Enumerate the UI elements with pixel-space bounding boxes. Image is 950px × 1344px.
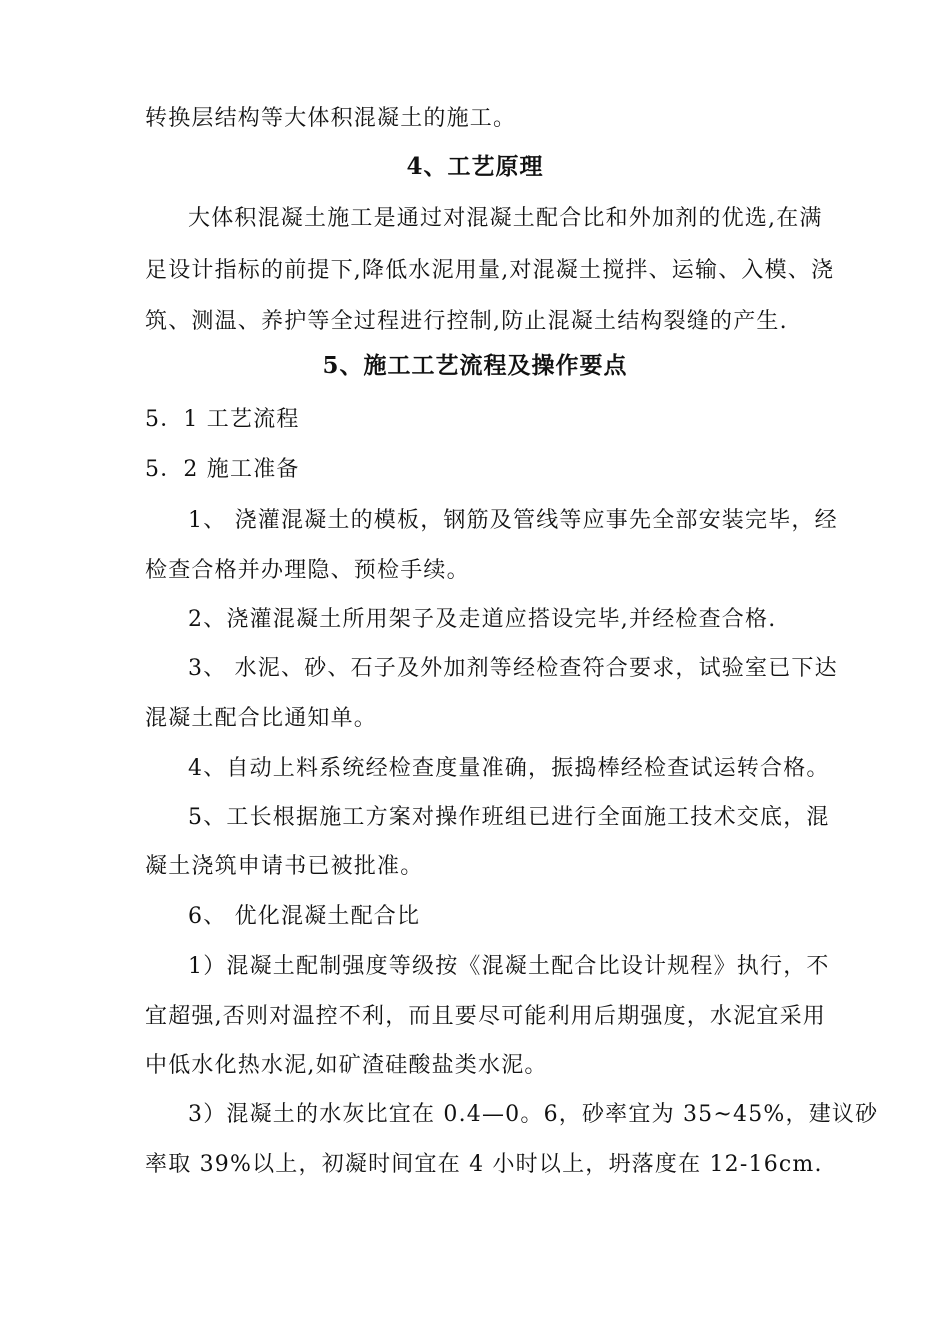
section-4-para-line: 足设计指标的前提下,降低水泥用量,对混凝土搅拌、运输、入模、浇 [145,258,835,283]
item-3-line: 3、 水泥、砂、石子及外加剂等经检查符合要求，试验室已下达 [188,656,838,681]
subsection-5-2: 5．2 施工准备 [145,457,300,482]
section-5-heading: 5、施工工艺流程及操作要点 [322,352,628,379]
section-4-heading: 4、工艺原理 [406,153,544,180]
item-6-1-line: 中低水化热水泥,如矿渣硅酸盐类水泥。 [145,1053,548,1078]
section-4-para-line: 大体积混凝土施工是通过对混凝土配合比和外加剂的优选,在满 [188,206,823,231]
item-6-3-line: 3）混凝土的水灰比宜在 0.4—0。6，砂率宜为 35~45%，建议砂 [188,1102,879,1127]
item-6-3-line: 率取 39%以上，初凝时间宜在 4 小时以上，坍落度在 12-16cm. [145,1152,823,1177]
item-6-1-line: 1）混凝土配制强度等级按《混凝土配合比设计规程》执行，不 [188,954,830,979]
subsection-5-1: 5．1 工艺流程 [145,407,300,432]
item-2-line: 2、浇灌混凝土所用架子及走道应搭设完毕,并经检查合格. [188,607,777,632]
item-1-line: 1、 浇灌混凝土的模板，钢筋及管线等应事先全部安装完毕，经 [188,508,838,533]
item-4-line: 4、自动上料系统经检查度量准确，振捣棒经检查试运转合格。 [188,756,830,781]
item-5-line: 凝土浇筑申请书已被批准。 [145,854,424,879]
intro-tail-line: 转换层结构等大体积混凝土的施工。 [145,106,517,131]
item-1-line: 检查合格并办理隐、预检手续。 [145,558,470,583]
item-3-line: 混凝土配合比通知单。 [145,706,378,731]
item-6-line: 6、 优化混凝土配合比 [188,904,421,929]
item-6-1-line: 宜超强,否则对温控不利，而且要尽可能利用后期强度，水泥宜采用 [145,1004,826,1029]
item-5-line: 5、工长根据施工方案对操作班组已进行全面施工技术交底，混 [188,805,830,830]
section-4-para-line: 筑、测温、养护等全过程进行控制,防止混凝土结构裂缝的产生. [145,309,788,334]
